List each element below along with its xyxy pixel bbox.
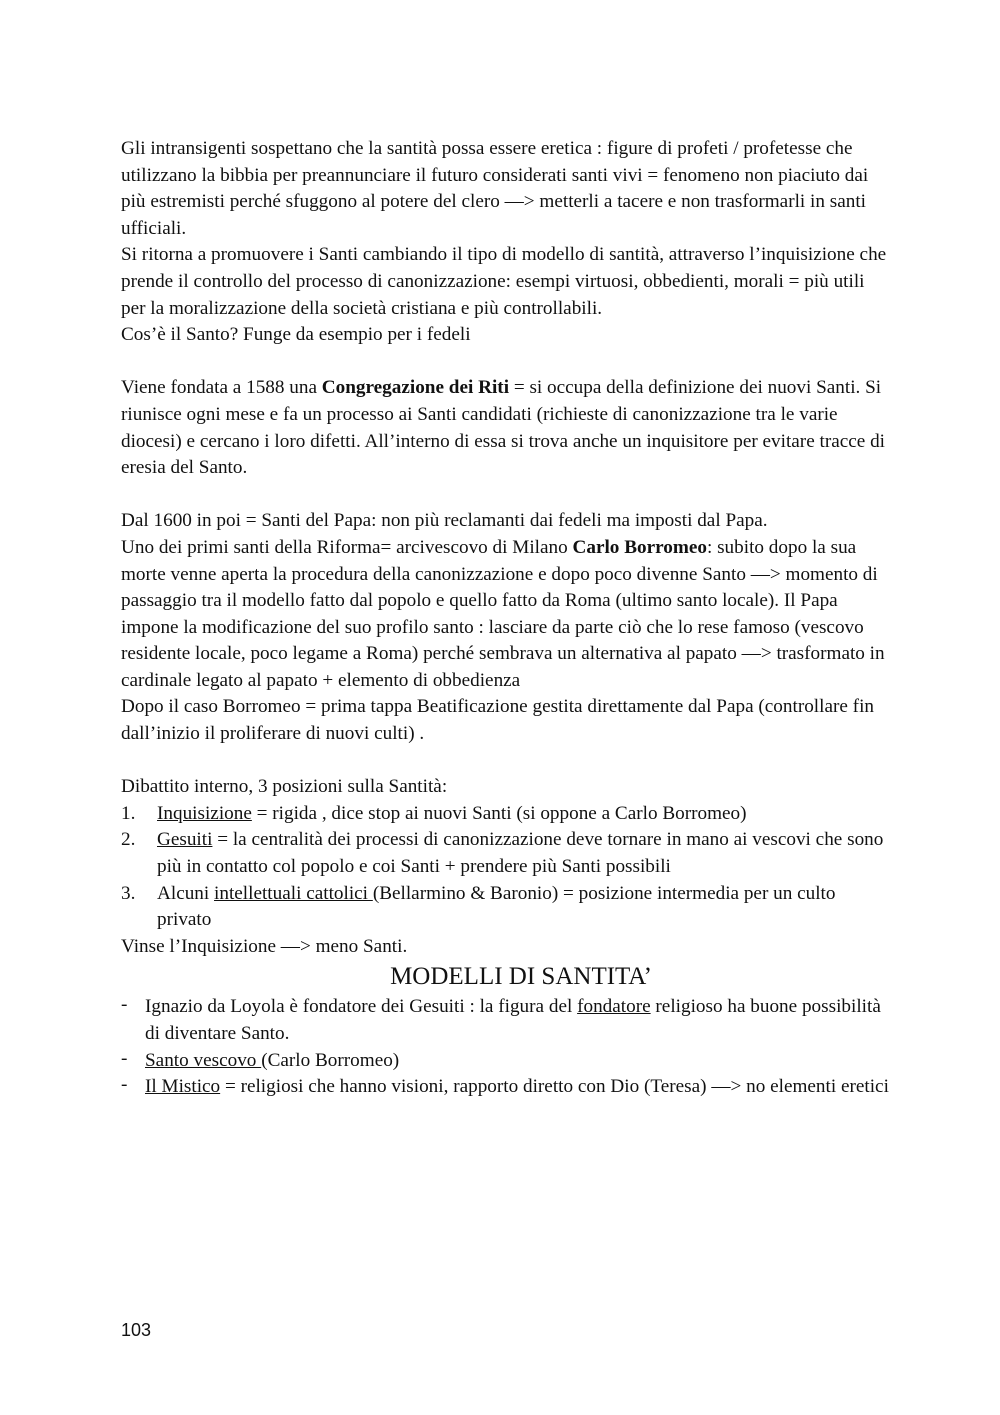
text-run: Uno dei primi santi della Riforma= arcivescovo di Milano [121, 536, 573, 558]
underlined-term: Inquisizione [157, 802, 252, 824]
underlined-term: fondatore [577, 996, 651, 1018]
dash-bullet: - [121, 1074, 128, 1096]
list-item [121, 1074, 891, 1101]
text-run: = si occupa della definizione dei nuovi Santi. Si riunisce ogni mese e fa un processo ai Santi candidati (richieste di canonizzazione tra le varie diocesi) e cercano i loro difetti. All’interno di essa si trova anche un inquisitore per evitare tracce di eresia del Santo. [121, 377, 886, 479]
paragraph-beatificazione: Dopo il caso Borromeo = prima tappa Beatificazione gestita direttamente dal Papa (controllare fin dall’inizio il proliferare di nuovi culti) . [121, 696, 874, 745]
underlined-term: intellettuali cattolici [214, 882, 373, 904]
positions-list [121, 801, 891, 934]
text-run: religioso ha buone possibilità di diventare Santo. [145, 996, 881, 1044]
paragraph-dibattito: Dibattito interno, 3 posizioni sulla Santità: [121, 776, 448, 798]
list-number: 3. [121, 882, 136, 904]
paragraph-gap [121, 482, 891, 509]
paragraph-borromeo [121, 535, 891, 695]
document-body [121, 136, 891, 1101]
text-run: = rigida , dice stop ai nuovi Santi (si oppone a Carlo Borromeo) [251, 802, 747, 824]
models-list [121, 994, 891, 1100]
paragraph-santi-del-papa: Dal 1600 in poi = Santi del Papa: non più reclamanti dai fedeli ma imposti dal Papa. [121, 510, 768, 532]
paragraph-vinse: Vinse l’Inquisizione —> meno Santi. [121, 935, 408, 957]
list-item [121, 1048, 891, 1075]
underlined-term: Santo vescovo [145, 1049, 262, 1071]
text-run: (Bellarmino & Baronio) = posizione intermedia per un culto privato [157, 882, 836, 931]
text-run: (Carlo Borromeo) [261, 1049, 400, 1071]
list-item [121, 801, 891, 828]
bold-term-congregazione: Congregazione dei Riti [321, 377, 510, 399]
list-item [121, 827, 891, 880]
underlined-term: Il Mistico [145, 1076, 221, 1098]
text-run: Ignazio da Loyola è fondatore dei Gesuiti : la figura del [145, 996, 578, 1018]
text-run: = religiosi che hanno visioni, rapporto diretto con Dio (Teresa) —> no elementi eretici [220, 1076, 889, 1098]
list-number: 1. [121, 802, 136, 824]
text-run: Alcuni [157, 882, 215, 904]
list-item [121, 881, 891, 934]
paragraph-intransigenti: Gli intransigenti sospettano che la santità possa essere eretica : figure di profeti / profetesse che utilizzano la bibbia per preannunciare il futuro considerati santi vivi = fenomeno non piaciuto dai più estremisti perché sfuggono al potere del clero —> metterli a tacere e non trasformarli in santi ufficiali. [121, 138, 869, 239]
section-title: MODELLI DI SANTITA’ [390, 963, 652, 991]
paragraph-cos-e-il-santo: Cos’è il Santo? Funge da esempio per i fedeli [121, 324, 471, 346]
text-run: = la centralità dei processi di canonizzazione deve tornare in mano ai vescovi che sono più in contatto col popolo e coi Santi + prendere più Santi possibili [157, 829, 884, 878]
text-run: : subito dopo la sua morte venne aperta la procedura della canonizzazione e dopo poco divenne Santo —> momento di passaggio tra il modello fatto dal popolo e quello fatto da Roma (ultimo santo locale). Il Papa impone la modificazione del suo profilo santo : lasciare da parte ciò che lo rese famoso (vescovo residente locale, poco legame a Roma) perché sembrava un alternativa al papato —> trasformato in cardinale legato al papato + elemento di obbedienza [121, 536, 885, 691]
paragraph-gap [121, 748, 891, 775]
list-number: 2. [121, 829, 136, 851]
text-run: Viene fondata a 1588 una [121, 377, 322, 399]
underlined-term: Gesuiti [157, 829, 213, 851]
dash-bullet: - [121, 1047, 128, 1069]
list-item [121, 994, 891, 1047]
dash-bullet: - [121, 994, 128, 1016]
page-number: 103 [121, 1320, 152, 1340]
paragraph-inquisizione-modello: Si ritorna a promuovere i Santi cambiando il tipo di modello di santità, attraverso l’inquisizione che prende il controllo del processo di canonizzazione: esempi virtuosi, obbedienti, morali = più utili per la moralizzazione della società cristiana e più controllabili. [121, 244, 887, 319]
paragraph-gap [121, 349, 891, 376]
paragraph-congregazione [121, 375, 891, 481]
bold-term-borromeo: Carlo Borromeo [572, 536, 707, 558]
